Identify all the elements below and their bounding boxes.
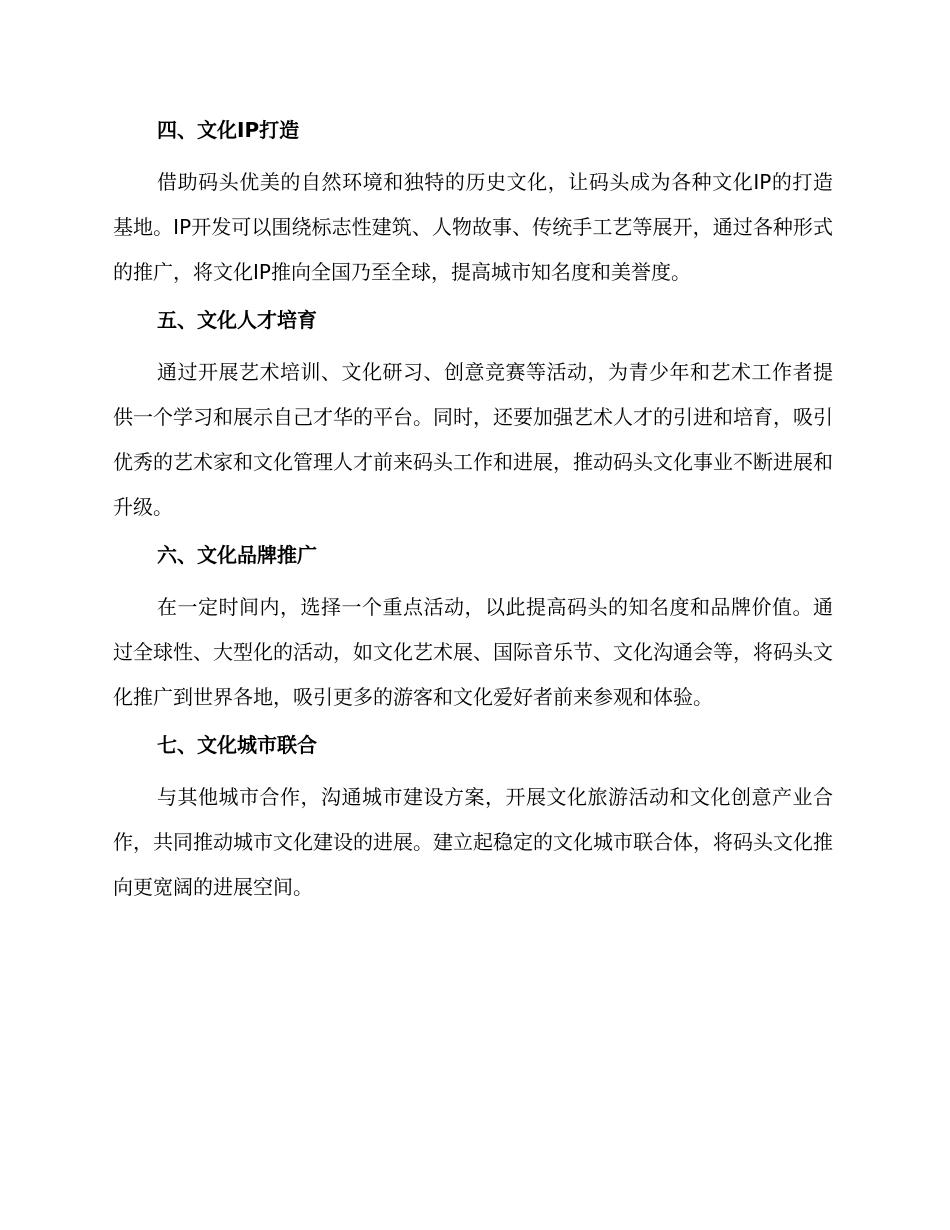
section-paragraph: 与其他城市合作，沟通城市建设方案，开展文化旅游活动和文化创意产业合作，共同推动城市文化建设的进展。建立起稳定的文化城市联合体，将码头文化推向更宽阔的进展空间。 [113,785,833,899]
section-talent-cultivation [113,300,833,530]
section-city-alliance [113,725,833,910]
section-heading: 四、文化IP打造 [157,118,300,142]
section-paragraph: 通过开展艺术培训、文化研习、创意竞赛等活动，为青少年和艺术工作者提供一个学习和展示自己才华的平台。同时，还要加强艺术人才的引进和培育，吸引优秀的艺术家和文化管理人才前来码头工作和进展，推动码头文化事业不断进展和升级。 [113,360,833,519]
section-paragraph: 在一定时间内，选择一个重点活动，以此提高码头的知名度和品牌价值。通过全球性、大型化的活动，如文化艺术展、国际音乐节、文化沟通会等，将码头文化推广到世界各地，吸引更多的游客和文化爱好者前来参观和体验。 [113,595,833,709]
section-heading: 七、文化城市联合 [157,733,317,757]
section-brand-promotion [113,535,833,720]
section-heading: 六、文化品牌推广 [157,543,317,567]
section-cultural-ip [113,110,833,295]
section-paragraph: 借助码头优美的自然环境和独特的历史文化，让码头成为各种文化IP的打造基地。IP开发可以围绕标志性建筑、人物故事、传统手工艺等展开，通过各种形式的推广，将文化IP推向全国乃至全球，提高城市知名度和美誉度。 [113,170,833,284]
section-heading: 五、文化人才培育 [157,308,317,332]
document-page [113,110,833,915]
